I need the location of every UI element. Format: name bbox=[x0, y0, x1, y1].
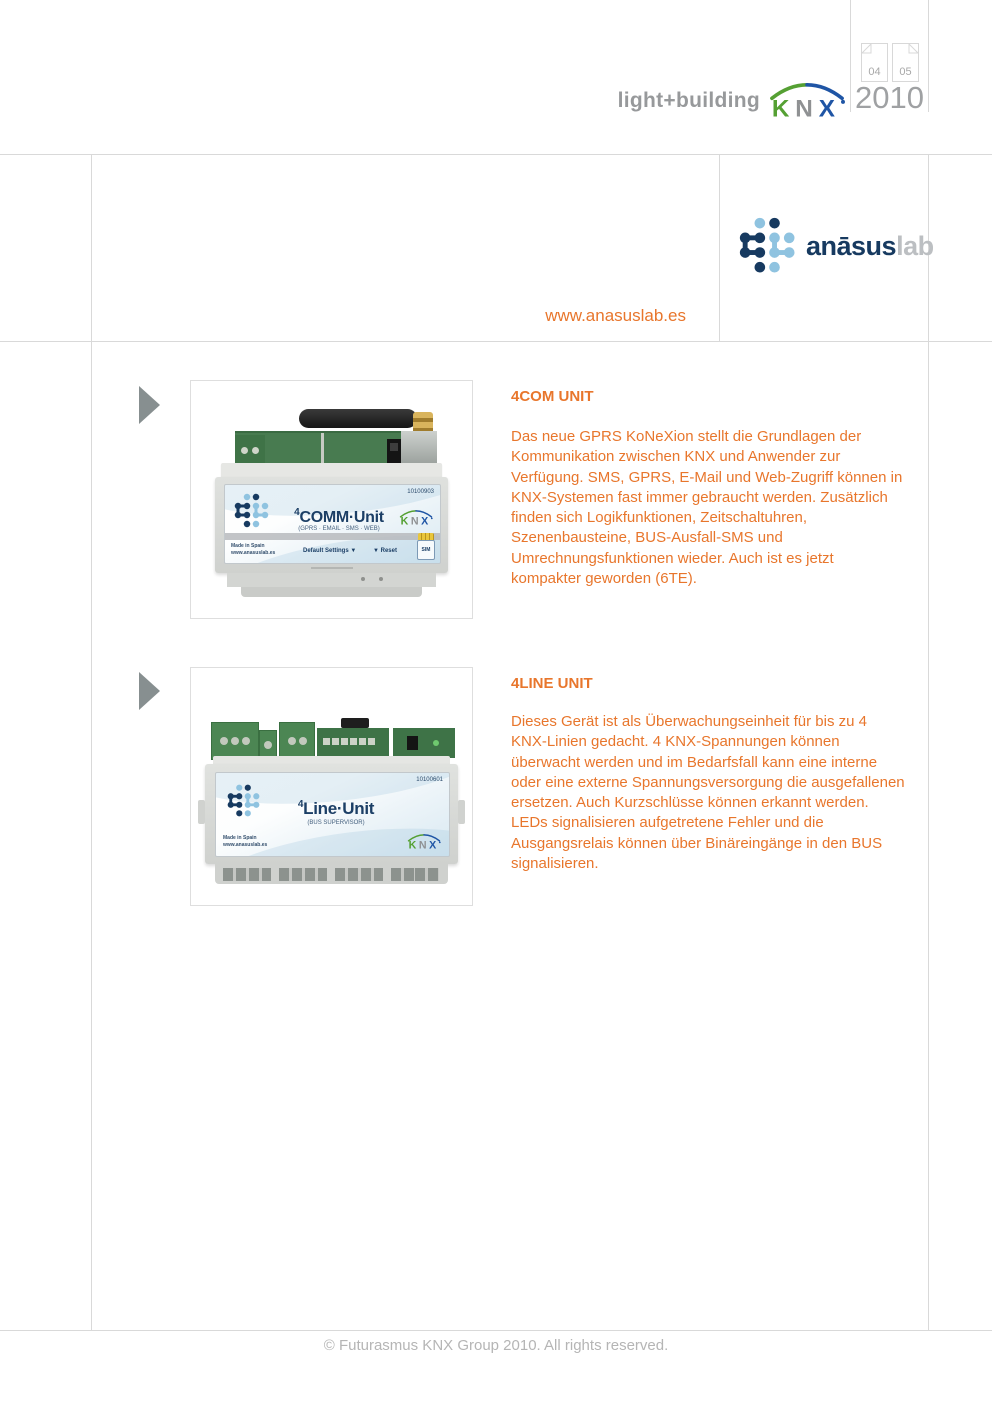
svg-text:K: K bbox=[400, 515, 409, 526]
product-image-4line-unit bbox=[190, 667, 473, 906]
din-clip bbox=[458, 800, 465, 824]
divider-logo-cell bbox=[719, 154, 720, 341]
page-number-right: 05 bbox=[899, 66, 912, 78]
device-base bbox=[227, 573, 436, 587]
device-front-label bbox=[215, 772, 450, 857]
svg-text:X: X bbox=[421, 515, 429, 526]
gsm-antenna-icon bbox=[299, 409, 417, 428]
svg-text:N: N bbox=[795, 95, 813, 119]
anasuslab-dots-icon bbox=[226, 783, 262, 819]
svg-text:K: K bbox=[771, 95, 790, 119]
year-label: 2010 bbox=[855, 80, 924, 115]
device-serial: 10100601 bbox=[416, 777, 443, 783]
page-number-right-icon bbox=[892, 43, 919, 82]
made-in-label: Made in Spain www.anasuslab.es bbox=[231, 543, 276, 556]
device-4line-unit bbox=[191, 668, 472, 905]
svg-text:K: K bbox=[408, 839, 417, 850]
section-body: Dieses Gerät ist als Überwachungseinheit für bis zu 4 KNX-Linien gedacht. 4 KNX-Spannungen können überwacht werden und im Bedarfsfall kann eine interne oder eine externe Spannungsversorgung die ausgefallenen ersetzen. Auch Kurzschlüsse können erkannt werden. LEDs signalisieren aufgetretene Fehler und die Ausgangsrelais können über Binäreingänge in den BUS signalisieren. bbox=[511, 713, 905, 873]
circuit-board bbox=[393, 728, 455, 758]
copyright-text: © Futurasmus KNX Group 2010. All rights reserved. bbox=[323, 1337, 669, 1354]
section-title: 4LINE UNIT bbox=[511, 675, 593, 692]
terminal-block-icon bbox=[279, 722, 315, 760]
device-subtitle: (BUS SUPERVISOR) bbox=[307, 820, 365, 826]
divider-left-column bbox=[91, 154, 92, 1330]
device-base bbox=[215, 864, 448, 884]
metal-bracket bbox=[401, 431, 437, 465]
switch-icon bbox=[387, 439, 401, 463]
circuit-board bbox=[317, 728, 389, 758]
knx-logo bbox=[767, 83, 847, 119]
device-subtitle: (GPRS · EMAIL · SMS · WEB) bbox=[298, 526, 380, 532]
light-building-logo: light+building bbox=[617, 89, 760, 112]
device-4comm-unit bbox=[191, 381, 472, 618]
website-link[interactable]: www.anasuslab.es bbox=[545, 306, 686, 325]
product-image-4com-unit bbox=[190, 380, 473, 619]
page-number-left: 04 bbox=[868, 66, 881, 78]
circuit-board bbox=[235, 431, 407, 467]
anasuslab-dots-icon bbox=[233, 492, 271, 530]
divider-right-column bbox=[928, 154, 929, 1330]
anasuslab-logo bbox=[737, 208, 934, 284]
knx-logo bbox=[399, 510, 433, 526]
divider-footer bbox=[0, 1330, 992, 1331]
connector-icon bbox=[341, 718, 369, 728]
page-number-left-icon bbox=[861, 43, 888, 82]
default-settings-label: Default Settings ▼ bbox=[303, 548, 357, 554]
section-arrow-icon bbox=[139, 672, 160, 710]
device-serial: 10100903 bbox=[407, 489, 434, 495]
device-name: $^4$Line·Unit bbox=[297, 799, 375, 818]
button-icon bbox=[407, 736, 418, 750]
device-name: $^4$COMM·Unit bbox=[294, 507, 384, 526]
terminal-block-icon bbox=[235, 435, 265, 465]
svg-text:X: X bbox=[429, 839, 437, 850]
sim-slot-icon: SIM bbox=[417, 533, 435, 559]
din-clip bbox=[198, 800, 205, 824]
anasuslab-dots-icon bbox=[737, 215, 799, 277]
divider-header-bottom bbox=[0, 341, 992, 342]
terminal-block-icon bbox=[211, 722, 259, 760]
reset-label: ▼ Reset bbox=[373, 548, 397, 554]
led-icon bbox=[433, 740, 439, 746]
anasuslab-wordmark: anāsuslab bbox=[806, 230, 934, 261]
section-arrow-icon bbox=[139, 386, 160, 424]
section-title: 4COM UNIT bbox=[511, 388, 594, 405]
terminal-block-icon bbox=[259, 730, 277, 759]
svg-text:N: N bbox=[410, 515, 419, 526]
section-body: Das neue GPRS KoNeXion stellt die Grundlagen der Kommunikation zwischen KNX und Anwender zur Verfügung. SMS, GPRS, E-Mail und Web-Zugriff können in KNX-Systemen fast immer gebraucht werden. Zusätzlich finden sich Logikfunktionen, Zeitschaltuhren, Szenenbausteine, BUS-Ausfall-SMS und Umrechnungsfunktionen wieder. Auch ist es jetzt kompakter geworden (6TE). bbox=[511, 428, 903, 588]
knx-logo bbox=[407, 834, 441, 850]
divider-top bbox=[0, 154, 992, 155]
svg-text:N: N bbox=[418, 839, 427, 850]
made-in-label: Made in Spain www.anasuslab.es bbox=[223, 835, 268, 848]
svg-text:X: X bbox=[818, 95, 835, 119]
device-front-label bbox=[224, 484, 441, 564]
